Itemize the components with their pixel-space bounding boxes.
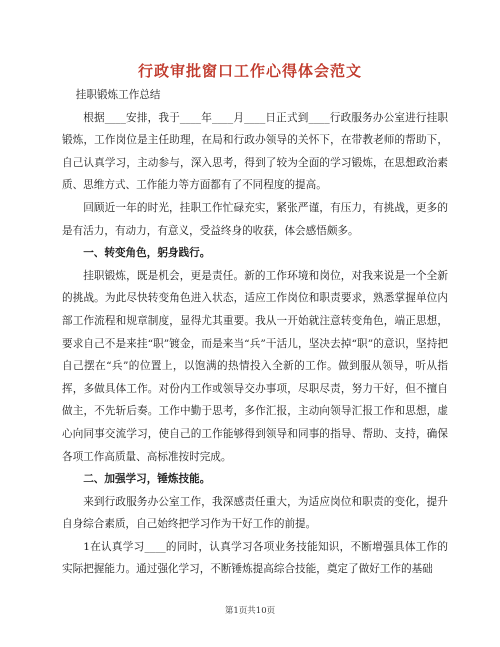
document-body [62, 84, 448, 581]
paragraph-section-1: 挂职锻炼，既是机会，更是责任。新的工作环境和岗位，对我来说是一个全新的挑战。为此尽快转变角色进入状态，适应工作岗位和职责要求，熟悉掌握单位内部工作流程和规章制度，显得尤其重要。我从一开始就注意转变角色，端正思想，要求自己不是来挂“职”镀金，而是来当“兵”干活儿，坚决去掉“职”的意识，坚持把自己摆在“兵”的位置上，以饱满的热情投入全新的工作。做到服从领导，听从指挥，多做具体工作。对份内工作或领导交办事项，尽职尽责，努力干好，但不擅自做主，不先斩后奏。工作中勤于思考，多作汇报，主动向领导汇报工作和思想，虚心向同事交流学习，使自己的工作能够得到领导和同事的指导、帮助、支持，确保各项工作高质量、高标准按时完成。 [62, 269, 448, 463]
page-footer: 第1页共10页 [224, 606, 276, 616]
section-heading-2: 二、加强学习，锤炼技能。 [83, 473, 211, 486]
paragraph-review: 回顾近一年的时光，挂职工作忙碌充实，紧张严谨，有压力，有挑战，更多的是有活力，有动力，有意义，受益终身的收获，体会感悟颇多。 [62, 201, 448, 237]
section-heading-1: 一、转变角色，躬身践行。 [83, 247, 211, 260]
document-title: 行政审批窗口工作心得体会范文 [137, 62, 362, 80]
document-subtitle: 挂职锻炼工作总结 [75, 89, 161, 101]
paragraph-intro: 根据____安排，我于____年____月____日正式到____行政服务办公室进行挂职锻炼，工作岗位是主任助理，在局和行政办领导的关怀下，在带教老师的帮助下，自己认真学习，主动参与，深入思考，得到了较为全面的学习锻炼，在思想政治素质、思维方式、工作能力等方面都有了不同程度的提高。 [62, 111, 448, 192]
paragraph-section-2a: 来到行政服务办公室工作，我深感责任重大，为适应岗位和职责的变化，提升自身综合素质，自己始终把学习作为干好工作的前提。 [62, 495, 448, 531]
paragraph-section-2b: 1在认真学习____的同时，认真学习各项业务技能知识，不断增强具体工作的实际把握能力。通过强化学习，不断锤炼提高综合技能，奠定了做好工作的基础 [62, 540, 448, 576]
